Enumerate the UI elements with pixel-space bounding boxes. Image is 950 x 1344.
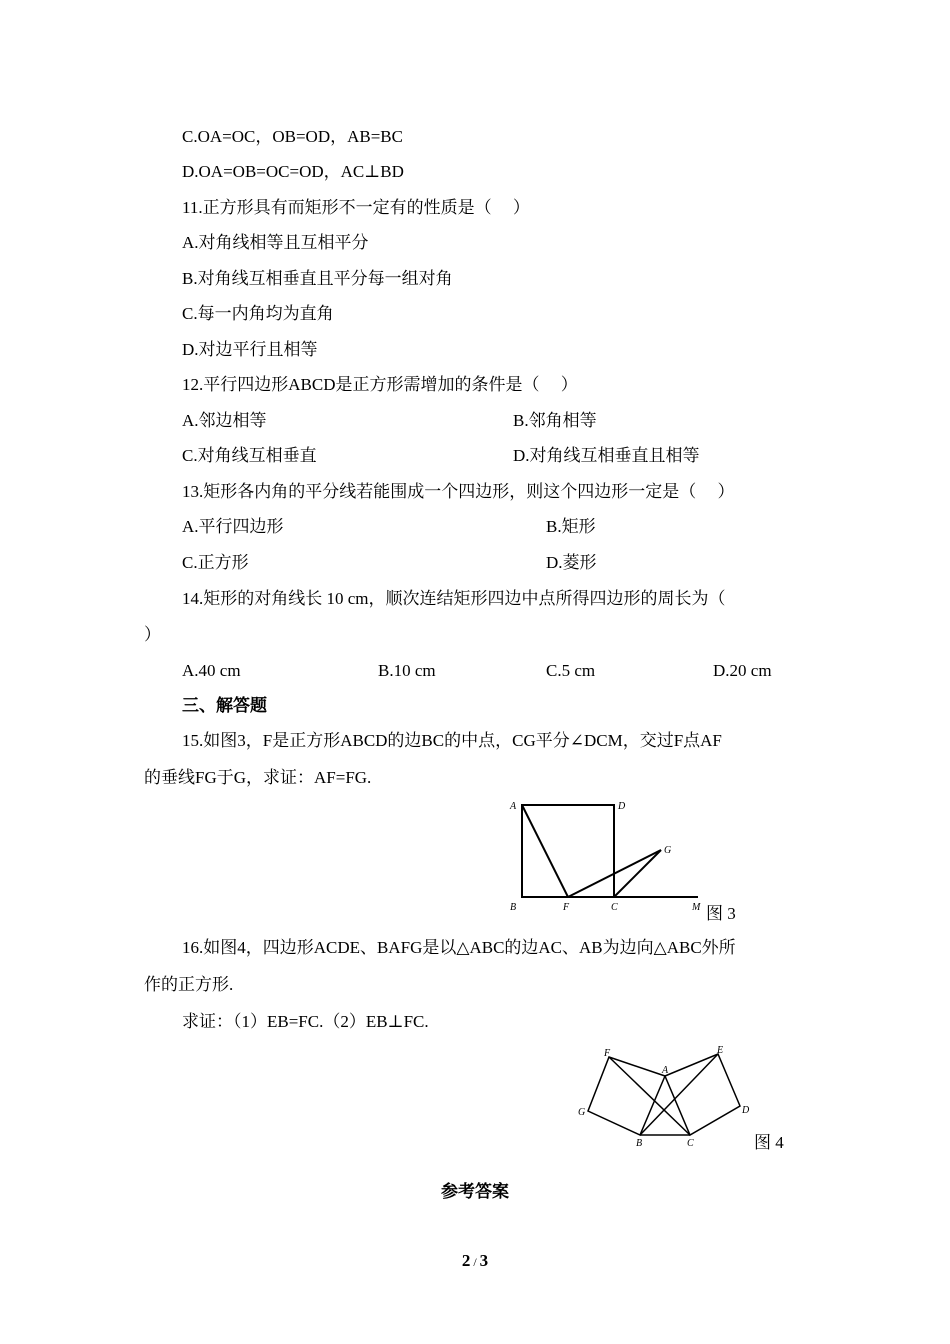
q14-option-b: B.10 cm [378,661,436,680]
label-d: D [618,801,626,812]
square-bafg [588,1057,665,1135]
label-g: G [578,1107,586,1118]
label-b: B [510,902,517,913]
square-abcd [522,805,614,897]
q13-option-c: C.正方形 [182,553,249,572]
label-b: B [636,1138,643,1149]
label-d: D [742,1105,750,1116]
q16-line1: 16.如图4，四边形ACDE、BAFG是以△ABC的边AC、AB为边向△ABC外所 [182,938,736,957]
figure-4-caption: 图 4 [754,1133,784,1152]
q11-option-b: B.对角线互相垂直且平分每一组对角 [182,269,453,288]
q12-option-a: A.邻边相等 [182,411,267,430]
page-number [0,1250,950,1273]
q15-line2: 的垂线FG于G，求证：AF=FG. [144,768,372,787]
square-acde [665,1054,740,1135]
page-total: 3 [479,1251,489,1270]
q14-option-d: D.20 cm [713,661,772,680]
q12-option-d: D.对角线互相垂直且相等 [513,446,700,465]
q10-option-c: C.OA=OC，OB=OD，AB=BC [182,127,403,146]
segment-cg [614,850,661,897]
figure-3-caption: 图 3 [706,904,736,923]
q14-option-a: A.40 cm [182,661,241,680]
q14-stem-line2: ） [144,625,161,644]
q16-line3: 求证：（1）EB=FC.（2）EB⊥FC. [182,1012,429,1031]
label-c: C [611,902,618,913]
q12-option-c: C.对角线互相垂直 [182,446,317,465]
q11-stem: 11.正方形具有而矩形不一定有的性质是（ ） [182,198,530,217]
q13-stem: 13.矩形各内角的平分线若能围成一个四边形，则这个四边形一定是（ ） [182,482,735,501]
q14-stem-line1: 14.矩形的对角线长 10 cm，顺次连结矩形四边中点所得四边形的周长为（ [182,589,726,608]
section-title-solve: 三、解答题 [182,696,267,715]
label-a: A [662,1065,669,1076]
label-c: C [687,1138,694,1149]
figure-3 [506,798,766,923]
label-g: G [664,845,672,856]
q11-option-a: A.对角线相等且互相平分 [182,233,369,252]
label-f: F [604,1048,611,1059]
q11-option-c: C.每一内角均为直角 [182,304,334,323]
label-e: E [717,1045,724,1056]
q13-option-a: A.平行四边形 [182,517,284,536]
q13-option-d: D.菱形 [546,553,597,572]
q14-option-c: C.5 cm [546,661,596,680]
segment-eb [640,1054,718,1135]
label-m: M [692,902,701,913]
q12-stem: 12.平行四边形ABCD是正方形需增加的条件是（ ） [182,375,578,394]
segment-af [522,805,568,897]
label-a: A [510,801,517,812]
page-separator: / [470,1255,480,1269]
q16-line2: 作的正方形. [144,975,234,994]
q13-option-b: B.矩形 [546,517,596,536]
q10-option-d: D.OA=OB=OC=OD，AC⊥BD [182,162,404,181]
answer-title: 参考答案 [441,1182,509,1201]
figure-4 [574,1044,794,1154]
q12-option-b: B.邻角相等 [513,411,597,430]
q11-option-d: D.对边平行且相等 [182,340,318,359]
label-f: F [563,902,570,913]
q15-line1: 15.如图3，F是正方形ABCD的边BC的中点，CG平分∠DCM，交过F点AF [182,731,722,750]
page-current: 2 [461,1251,471,1270]
